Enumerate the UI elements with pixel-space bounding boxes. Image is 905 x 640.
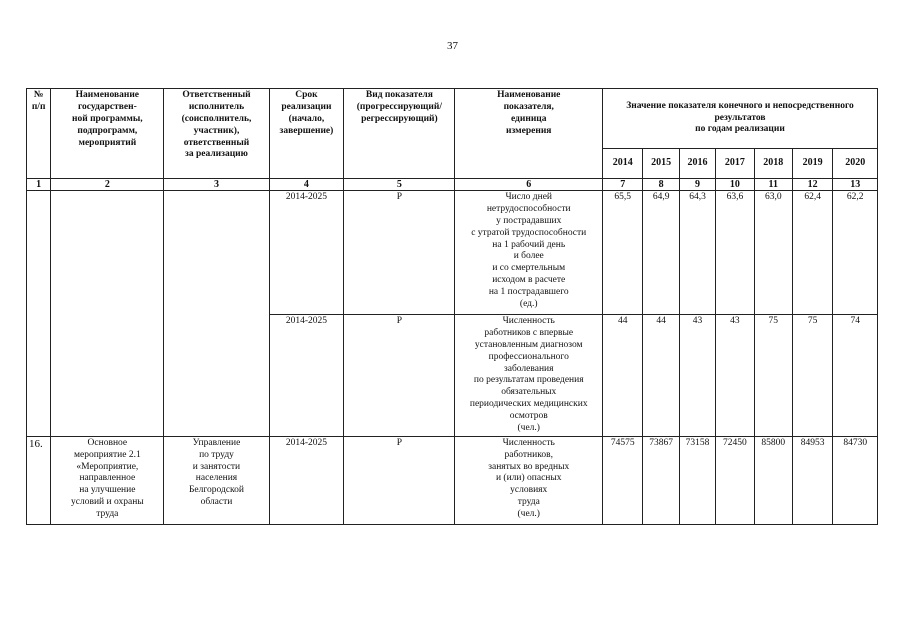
header-year: 2015	[643, 149, 679, 179]
row-value: 84730	[833, 436, 878, 524]
header-year: 2017	[716, 149, 754, 179]
row-period: 2014-2025	[269, 191, 344, 315]
row-value: 64,3	[679, 191, 715, 315]
header-year: 2018	[754, 149, 792, 179]
row-value: 73158	[679, 436, 715, 524]
row-program-name: Основное мероприятие 2.1 «Мероприятие, направленное на улучшение условий и охраны труда	[51, 436, 164, 524]
header-indicator-type: Вид показателя (прогрессирующий/ регрессирующий)	[344, 89, 455, 179]
row-period: 2014-2025	[269, 315, 344, 437]
column-number: 7	[603, 179, 643, 191]
row-indicator-type: Р	[344, 436, 455, 524]
row-number: 16.	[27, 436, 51, 524]
row-indicator-type: Р	[344, 315, 455, 437]
header-indicator-name: Наименование показателя, единица измерения	[455, 89, 603, 179]
header-responsible: Ответственный исполнитель (соисполнитель, участник), ответственный за реализацию	[164, 89, 269, 179]
column-number: 13	[833, 179, 878, 191]
header-row	[27, 89, 878, 149]
row-value: 63,0	[754, 191, 792, 315]
row-indicator-name: Численность работников с впервые установленным диагнозом профессионального заболевания по результатам проведения обязательных периодических медицинских осмотров (чел.)	[455, 315, 603, 437]
header-num: № п/п	[27, 89, 51, 179]
column-number: 4	[269, 179, 344, 191]
column-numbers-row	[27, 179, 878, 191]
row-indicator-type: Р	[344, 191, 455, 315]
table-row	[27, 436, 878, 524]
column-number: 11	[754, 179, 792, 191]
row-value: 85800	[754, 436, 792, 524]
row-number	[27, 191, 51, 437]
column-number: 5	[344, 179, 455, 191]
row-value: 43	[679, 315, 715, 437]
column-number: 12	[792, 179, 832, 191]
header-values-group: Значение показателя конечного и непосредственного результатов по годам реализации	[603, 89, 878, 149]
column-number: 10	[716, 179, 754, 191]
page-number: 37	[447, 40, 458, 52]
row-value: 75	[792, 315, 832, 437]
row-program-name	[51, 191, 164, 437]
column-number: 9	[679, 179, 715, 191]
row-value: 43	[716, 315, 754, 437]
row-value: 75	[754, 315, 792, 437]
row-value: 74575	[603, 436, 643, 524]
column-number: 2	[51, 179, 164, 191]
table-row	[27, 191, 878, 315]
header-period: Срок реализации (начало, завершение)	[269, 89, 344, 179]
row-value: 62,4	[792, 191, 832, 315]
header-year: 2016	[679, 149, 715, 179]
row-value: 74	[833, 315, 878, 437]
row-indicator-name: Численность работников, занятых во вредных и (или) опасных условиях труда (чел.)	[455, 436, 603, 524]
row-value: 65,5	[603, 191, 643, 315]
row-responsible	[164, 191, 269, 437]
row-value: 44	[643, 315, 679, 437]
column-number: 8	[643, 179, 679, 191]
column-number: 1	[27, 179, 51, 191]
row-value: 73867	[643, 436, 679, 524]
column-number: 3	[164, 179, 269, 191]
row-value: 84953	[792, 436, 832, 524]
row-value: 64,9	[643, 191, 679, 315]
row-value: 44	[603, 315, 643, 437]
header-year: 2019	[792, 149, 832, 179]
indicators-table	[26, 88, 878, 525]
row-value: 63,6	[716, 191, 754, 315]
header-program-name: Наименование государствен- ной программы, подпрограмм, мероприятий	[51, 89, 164, 179]
column-number: 6	[455, 179, 603, 191]
header-year: 2020	[833, 149, 878, 179]
row-value: 62,2	[833, 191, 878, 315]
header-year: 2014	[603, 149, 643, 179]
row-period: 2014-2025	[269, 436, 344, 524]
row-responsible: Управление по труду и занятости населения Белгородской области	[164, 436, 269, 524]
row-indicator-name: Число дней нетрудоспособности у пострадавших с утратой трудоспособности на 1 рабочий день и более и со смертельным исходом в расчете на 1 пострадавшего (ед.)	[455, 191, 603, 315]
row-value: 72450	[716, 436, 754, 524]
